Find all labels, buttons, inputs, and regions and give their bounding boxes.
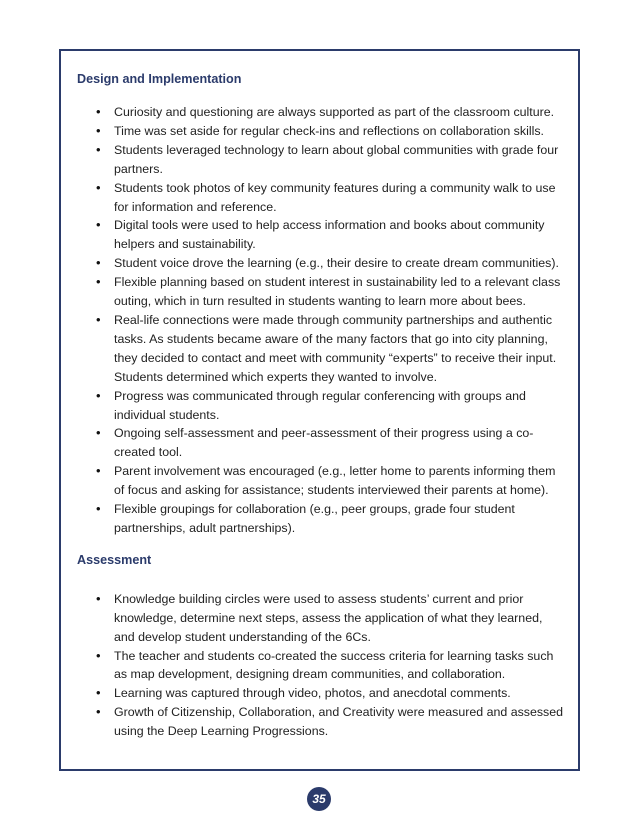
page-content (77, 71, 566, 741)
assessment-section (77, 552, 566, 741)
content-frame (59, 49, 580, 771)
list-item: • Growth of Citizenship, Collaboration, and Creativity were measured and assessed using the Deep Learning Progressions. (114, 703, 566, 741)
list-item: • Ongoing self-assessment and peer-assessment of their progress using a co-created tool. (114, 424, 566, 462)
section-heading-design: Design and Implementation (77, 72, 242, 86)
list-item: • Flexible groupings for collaboration (e.g., peer groups, grade four student partnerships, adult partnerships). (114, 500, 566, 538)
list-item: • Time was set aside for regular check-ins and reflections on collaboration skills. (114, 122, 566, 141)
list-item: • Students took photos of key community features during a community walk to use for information and reference. (114, 179, 566, 217)
section-heading-assessment: Assessment (77, 552, 152, 567)
list-item: • The teacher and students co-created the success criteria for learning tasks such as map development, designing dream communities, and collaboration. (114, 647, 566, 685)
list-item: • Knowledge building circles were used to assess students’ current and prior knowledge, determine next steps, assess the application of what they learned, and develop student understanding of the 6Cs. (114, 590, 566, 647)
design-list (77, 103, 566, 538)
list-item: • Flexible planning based on student interest in sustainability led to a relevant class outing, which in turn resulted in students wanting to learn more about bees. (114, 273, 566, 311)
design-implementation-section (77, 71, 566, 538)
list-item: • Progress was communicated through regular conferencing with groups and individual students. (114, 387, 566, 425)
list-item: • Student voice drove the learning (e.g., their desire to create dream communities). (114, 254, 566, 273)
list-item: • Real-life connections were made through community partnerships and authentic tasks. As students became aware of the many factors that go into city planning, they decided to contact and meet with community “experts” to receive their input. Students determined which experts they wanted to involve. (114, 311, 566, 387)
list-item: • Students leveraged technology to learn about global communities with grade four partners. (114, 141, 566, 179)
list-item: • Digital tools were used to help access information and books about community helpers and sustainability. (114, 216, 566, 254)
list-item: • Learning was captured through video, photos, and anecdotal comments. (114, 684, 566, 703)
page-number-badge: 35 (307, 787, 331, 811)
assessment-list (77, 590, 566, 741)
list-item: • Parent involvement was encouraged (e.g., letter home to parents informing them of focus and asking for assistance; students interviewed their parents at home). (114, 462, 566, 500)
list-item: • Curiosity and questioning are always supported as part of the classroom culture. (114, 103, 566, 122)
